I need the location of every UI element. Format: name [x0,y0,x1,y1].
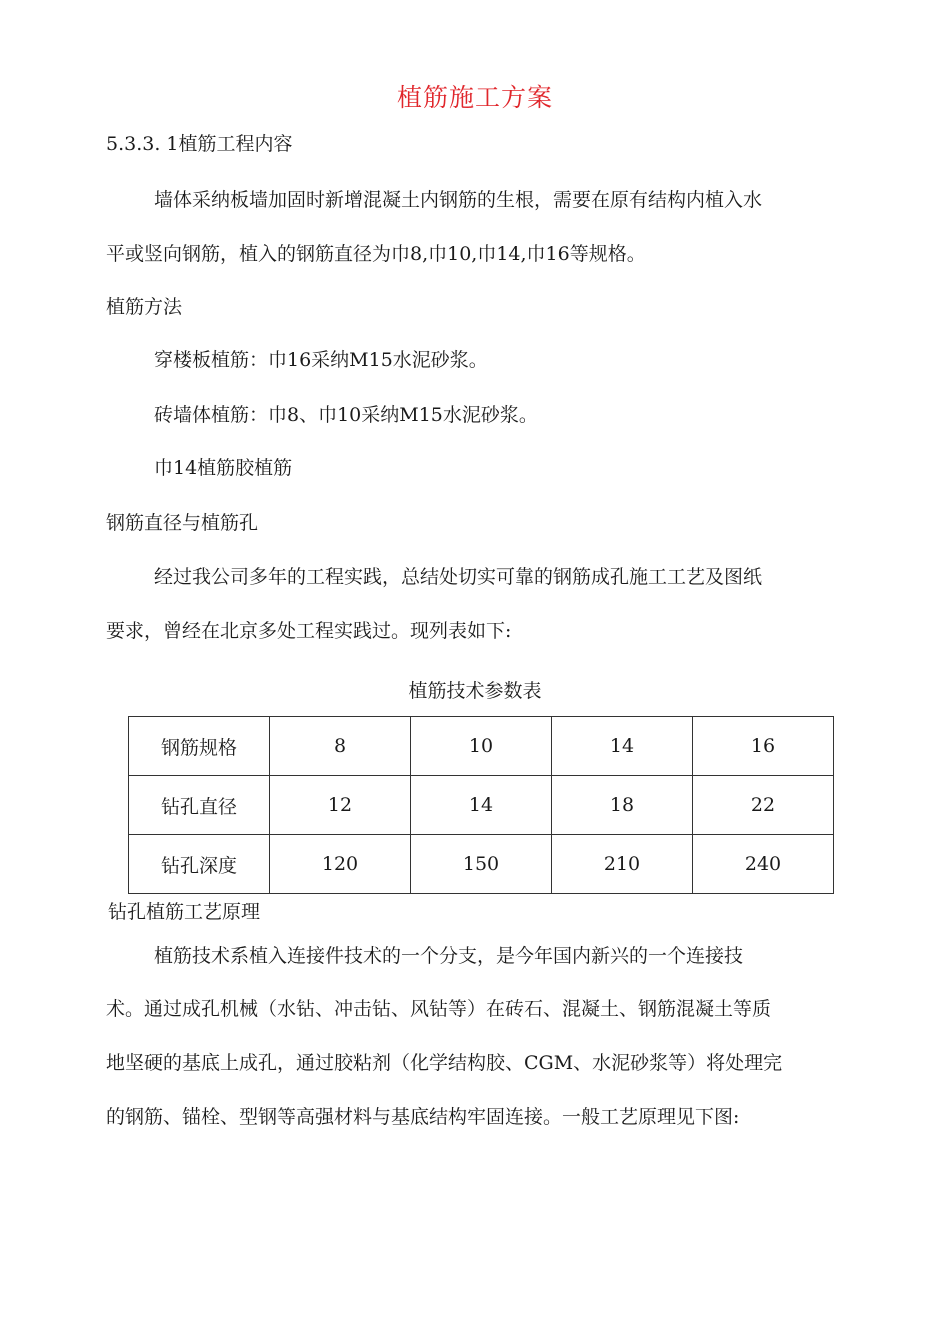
table-cell: 240 [693,835,834,894]
paragraph-line: 经过我公司多年的工程实践，总结处切实可靠的钢筋成孔施工工艺及图纸 [154,566,763,588]
table-cell: 120 [270,835,411,894]
diameter-heading: 钢筋直径与植筋孔 [106,512,259,534]
paragraph-line: 地坚硬的基底上成孔，通过胶粘剂（化学结构胶、CGM、水泥砂浆等）将处理完 [106,1052,783,1074]
paragraph-line: 的钢筋、锚栓、型钢等高强材料与基底结构牢固连接。一般工艺原理见下图: [106,1106,740,1128]
row-label: 钻孔深度 [129,835,270,894]
table-cell: 10 [411,717,552,776]
table-row [129,835,834,894]
table-row [129,776,834,835]
paragraph-line: 要求，曾经在北京多处工程实践过。现列表如下: [106,620,512,642]
table-cell: 8 [270,717,411,776]
section-heading: 5.3.3. 1植筋工程内容 [106,133,293,155]
page-title: 植筋施工方案 [396,83,553,112]
table-cell: 14 [411,776,552,835]
row-label: 钻孔直径 [129,776,270,835]
table-cell: 210 [552,835,693,894]
table-caption: 植筋技术参数表 [408,680,542,702]
method-item: 穿楼板植筋：巾16采纳M15水泥砂浆。 [154,349,488,371]
method-item: 砖墙体植筋：巾8、巾10采纳M15水泥砂浆。 [154,404,538,426]
table-cell: 14 [552,717,693,776]
principle-heading: 钻孔植筋工艺原理 [108,901,261,923]
paragraph-line: 术。通过成孔机械（水钻、冲击钻、风钻等）在砖石、混凝土、钢筋混凝土等质 [106,998,772,1020]
paragraph-line: 平或竖向钢筋，植入的钢筋直径为巾8,巾10,巾14,巾16等规格。 [106,243,646,265]
table-cell: 150 [411,835,552,894]
row-label: 钢筋规格 [129,717,270,776]
table-row [129,717,834,776]
paragraph-line: 墙体采纳板墙加固时新增混凝土内钢筋的生根，需要在原有结构内植入水 [154,189,763,211]
method-heading: 植筋方法 [106,296,183,318]
method-item: 巾14植筋胶植筋 [154,457,293,479]
table-cell: 12 [270,776,411,835]
paragraph-line: 植筋技术系植入连接件技术的一个分支，是今年国内新兴的一个连接技 [154,945,744,967]
table-cell: 18 [552,776,693,835]
table-cell: 22 [693,776,834,835]
parameter-table [128,716,834,894]
table-cell: 16 [693,717,834,776]
